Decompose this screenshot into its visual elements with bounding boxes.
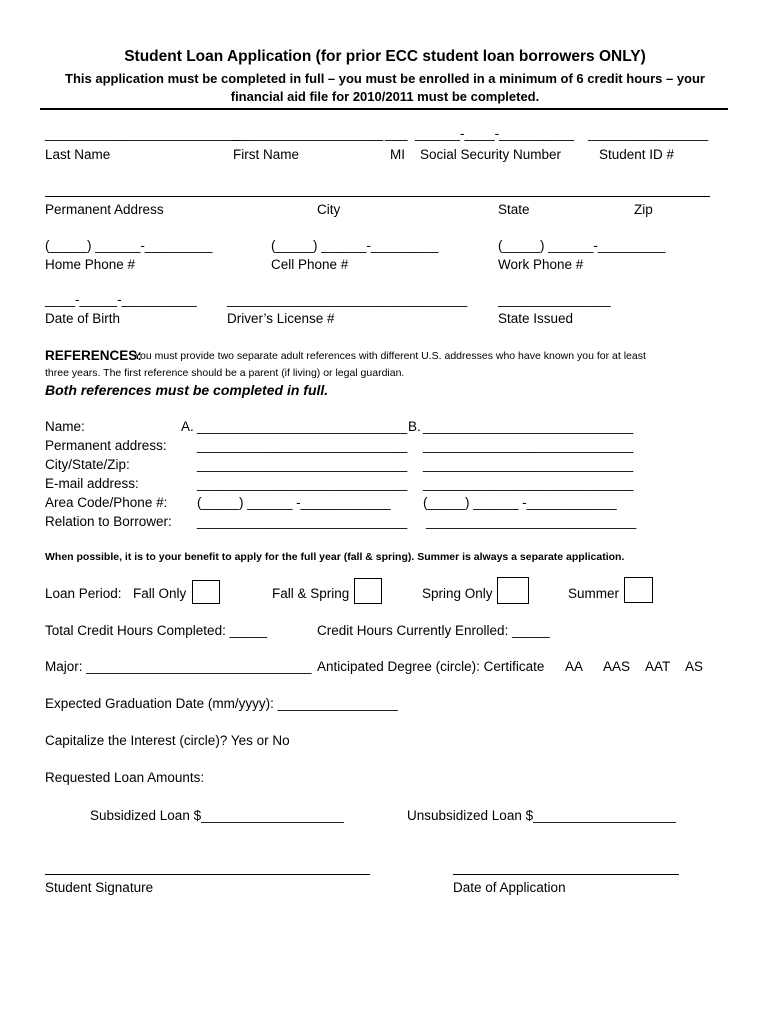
- ref-a-relation-field[interactable]: ____________________________: [197, 514, 408, 529]
- application-date-label: Date of Application: [453, 880, 566, 895]
- ref-label-city-state-zip: City/State/Zip:: [45, 457, 130, 472]
- city-label: City: [317, 202, 341, 217]
- header-divider: [40, 108, 728, 110]
- degree-option-aas[interactable]: AAS: [603, 659, 631, 674]
- dob-field[interactable]: ____-_____-__________: [45, 292, 197, 307]
- state-issued-label: State Issued: [498, 311, 574, 326]
- unsubsidized-loan-field[interactable]: Unsubsidized Loan $___________________: [407, 808, 676, 823]
- student-id-label: Student ID #: [599, 147, 675, 162]
- cell-phone-field[interactable]: (_____) ______-_________: [271, 238, 439, 253]
- ref-b-name-field[interactable]: ____________________________: [423, 419, 634, 434]
- references-text-2: three years. The first reference should be a parent (if living) or legal guardian.: [45, 367, 405, 379]
- ssn-label: Social Security Number: [420, 147, 562, 162]
- fall-spring-checkbox[interactable]: [354, 578, 382, 604]
- student-signature-label: Student Signature: [45, 880, 154, 895]
- subtitle-line-2: financial aid file for 2010/2011 must be completed.: [230, 89, 540, 104]
- full-year-notice: When possible, it is to your benefit to apply for the full year (fall & spring). Summer is always a separate application.: [45, 551, 625, 563]
- ref-label-phone: Area Code/Phone #:: [45, 495, 168, 510]
- ref-b-city-field[interactable]: ____________________________: [423, 457, 634, 472]
- last-name-label: Last Name: [45, 147, 111, 162]
- first-name-field[interactable]: ____________________: [233, 126, 384, 141]
- cell-phone-label: Cell Phone #: [271, 257, 349, 272]
- degree-option-aa[interactable]: AA: [565, 659, 584, 674]
- spring-only-checkbox[interactable]: [497, 577, 529, 604]
- mi-label: MI: [390, 147, 405, 162]
- ref-label-email: E-mail address:: [45, 476, 139, 491]
- ref-a-city-field[interactable]: ____________________________: [197, 457, 408, 472]
- ref-a-address-field[interactable]: ____________________________: [197, 438, 408, 453]
- ref-b-relation-field[interactable]: ____________________________: [426, 514, 637, 529]
- ref-a-marker: A.: [181, 419, 194, 434]
- state-issued-field[interactable]: _______________: [498, 292, 611, 307]
- ref-a-email-field[interactable]: ____________________________: [197, 476, 408, 491]
- student-id-field[interactable]: ________________: [588, 126, 709, 141]
- ref-label-name: Name:: [45, 419, 85, 434]
- capitalize-interest[interactable]: Capitalize the Interest (circle)? Yes or No: [45, 733, 290, 748]
- page-title: Student Loan Application (for prior ECC student loan borrowers ONLY): [124, 48, 646, 65]
- first-name-label: First Name: [233, 147, 300, 162]
- ref-b-address-field[interactable]: ____________________________: [423, 438, 634, 453]
- ref-b-email-field[interactable]: ____________________________: [423, 476, 634, 491]
- degree-option-as[interactable]: AS: [685, 659, 704, 674]
- requested-amounts-label: Requested Loan Amounts:: [45, 770, 205, 785]
- summer-label: Summer: [568, 586, 620, 601]
- ref-b-marker: B.: [408, 419, 421, 434]
- dob-label: Date of Birth: [45, 311, 121, 326]
- state-label: State: [498, 202, 530, 217]
- permanent-address-field[interactable]: [45, 196, 710, 197]
- ssn-field[interactable]: ______-____-__________: [415, 126, 575, 141]
- drivers-license-field[interactable]: ________________________________: [227, 292, 468, 307]
- loan-period-label: Loan Period:: [45, 586, 122, 601]
- mi-field[interactable]: ___: [385, 126, 408, 141]
- degree-option-aat[interactable]: AAT: [645, 659, 671, 674]
- references-heading: REFERENCES:: [45, 348, 142, 363]
- spring-only-label: Spring Only: [422, 586, 493, 601]
- permanent-address-label: Permanent Address: [45, 202, 164, 217]
- work-phone-label: Work Phone #: [498, 257, 584, 272]
- fall-spring-label: Fall & Spring: [272, 586, 350, 601]
- summer-checkbox[interactable]: [624, 577, 653, 603]
- major-field[interactable]: Major: ______________________________: [45, 659, 312, 674]
- work-phone-field[interactable]: (_____) ______-_________: [498, 238, 666, 253]
- last-name-field[interactable]: __________________________: [45, 126, 241, 141]
- application-date-field[interactable]: [453, 874, 679, 875]
- references-text-1: You must provide two separate adult references with different U.S. addresses who have known you for at least: [134, 350, 646, 362]
- references-emphasis: Both references must be completed in full.: [45, 382, 329, 398]
- graduation-date-field[interactable]: Expected Graduation Date (mm/yyyy): ________________: [45, 696, 398, 711]
- current-credit-hours[interactable]: Credit Hours Currently Enrolled: _____: [317, 623, 550, 638]
- home-phone-field[interactable]: (_____) ______-_________: [45, 238, 213, 253]
- subsidized-loan-field[interactable]: Subsidized Loan $___________________: [90, 808, 344, 823]
- ref-label-address: Permanent address:: [45, 438, 167, 453]
- subtitle-line-1: This application must be completed in full – you must be enrolled in a minimum of 6 credit hours – your: [65, 71, 705, 86]
- total-credit-hours[interactable]: Total Credit Hours Completed: _____: [45, 623, 268, 638]
- ref-a-phone-field[interactable]: (_____) ______ -____________: [197, 495, 391, 510]
- ref-a-name-field[interactable]: ____________________________: [197, 419, 408, 434]
- ref-b-phone-field[interactable]: (_____) ______ -____________: [423, 495, 617, 510]
- zip-label: Zip: [634, 202, 653, 217]
- student-signature-field[interactable]: [45, 874, 370, 875]
- anticipated-degree-label: Anticipated Degree (circle): Certificate: [317, 659, 545, 674]
- ref-label-relation: Relation to Borrower:: [45, 514, 172, 529]
- home-phone-label: Home Phone #: [45, 257, 136, 272]
- drivers-license-label: Driver’s License #: [227, 311, 335, 326]
- fall-only-checkbox[interactable]: [192, 580, 220, 604]
- fall-only-label: Fall Only: [133, 586, 187, 601]
